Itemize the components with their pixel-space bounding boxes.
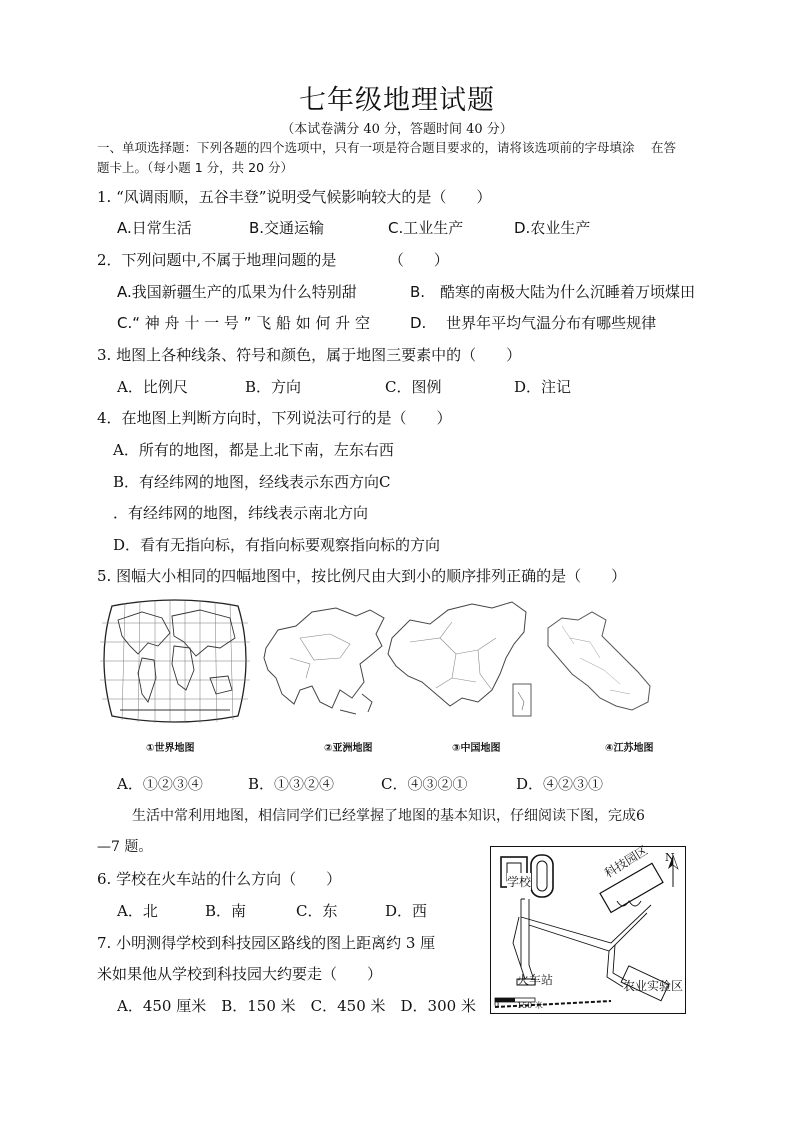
map-label-asia: ②亚洲地图 [324,743,373,754]
map-label-school: 学校 [507,875,532,889]
q6-option-b: B．南 [205,902,247,920]
four-maps-figure [100,598,700,732]
world-map-image [100,600,250,723]
scale-label: 150 米 [517,1001,543,1010]
q4-option-c: ．有经纬网的地图，纬线表示南北方向 [113,504,369,522]
question-3-stem: 3. 地图上各种线条、符号和颜色，属于地图三要素中的（ ） [97,346,522,364]
q6-option-c: C．东 [296,902,338,920]
q4-option-a: A．所有的地图，都是上北下南，左东右西 [113,441,394,459]
q1-option-a: A.日常生活 [117,219,192,237]
question-1-stem: 1. “风调雨顺，五谷丰登”说明受气候影响较大的是（ ） [97,188,492,206]
q5-option-b: B．①③②④ [248,775,335,793]
q5-option-a: A．①②③④ [117,775,203,793]
school-area-map [490,843,686,1014]
map-label-station: 火车站 [517,973,554,987]
q1-option-b: B.交通运输 [249,219,325,237]
q4-option-b: B．有经纬网的地图，经线表示东西方向C [113,473,391,491]
map-label-china: ③中国地图 [452,743,501,754]
page-title: 七年级地理试题 [299,85,495,116]
q3-option-c: C．图例 [385,378,442,396]
passage-line: —7 题。 [97,839,153,855]
instruction-line: 一、单项选择题：下列各题的四个选项中，只有一项是符合题目要求的，请将该选项前的字母填涂 在答 [97,140,676,155]
q3-option-d: D．注记 [514,378,572,396]
question-7-stem: 米如果他从学校到科技园大约要走（ ） [97,965,383,983]
q5-option-c: C．④③②① [381,775,468,793]
map-label-tech-park: 科技园区 [602,843,651,881]
map-label-farm: 农业实验区 [623,979,684,993]
map-label-world: ①世界地图 [146,743,195,754]
instruction-line: 题卡上。（每小题 1 分，共 20 分） [97,160,294,175]
question-6-stem: 6. 学校在火车站的什么方向（ ） [97,870,342,888]
question-7-stem: 7. 小明测得学校到科技园区路线的图上距离约 3 厘 [97,934,436,952]
q2-option-b: B. 酷寒的南极大陆为什么沉睡着万顷煤田 [410,283,696,301]
q7-options: A．450 厘米 B．150 米 C．450 米 D．300 米 [117,997,476,1015]
q3-option-b: B．方向 [245,378,302,396]
map-label-jiangsu: ④江苏地图 [605,743,654,754]
q2-option-d: D. 世界年平均气温分布有哪些规律 [410,314,657,332]
q2-option-a: A.我国新疆生产的瓜果为什么特别甜 [117,283,357,301]
question-2-stem: 2．下列问题中,不属于地理问题的是 （ ） [97,251,449,269]
north-label: N [665,851,675,864]
q6-option-a: A．北 [117,902,158,920]
passage-line: 生活中常利用地图，相信同学们已经掌握了地图的基本知识，仔细阅读下图，完成6 [132,808,645,824]
q2-option-c: C.“ 神 舟 十 一 号 ” 飞 船 如 何 升 空 [117,314,371,332]
q4-option-d: D．看有无指向标，有指向标要观察指向标的方向 [113,536,441,554]
q3-option-a: A．比例尺 [117,378,188,396]
china-map-image [388,602,531,716]
q5-option-d: D．④②③① [516,775,604,793]
q1-option-c: C.工业生产 [388,219,464,237]
question-5-stem: 5. 图幅大小相同的四幅地图中，按比例尺由大到小的顺序排列正确的是（ ） [97,567,627,585]
question-4-stem: 4．在地图上判断方向时，下列说法可行的是（ ） [97,409,452,427]
asia-map-image [264,608,384,714]
q1-option-d: D.农业生产 [514,219,591,237]
q6-option-d: D．西 [385,902,428,920]
scale-zero: 0 [494,1000,500,1009]
page-subtitle: （本试卷满分 40 分，答题时间 40 分） [281,122,513,137]
jiangsu-map-image [548,612,650,710]
section-instruction [97,138,707,178]
